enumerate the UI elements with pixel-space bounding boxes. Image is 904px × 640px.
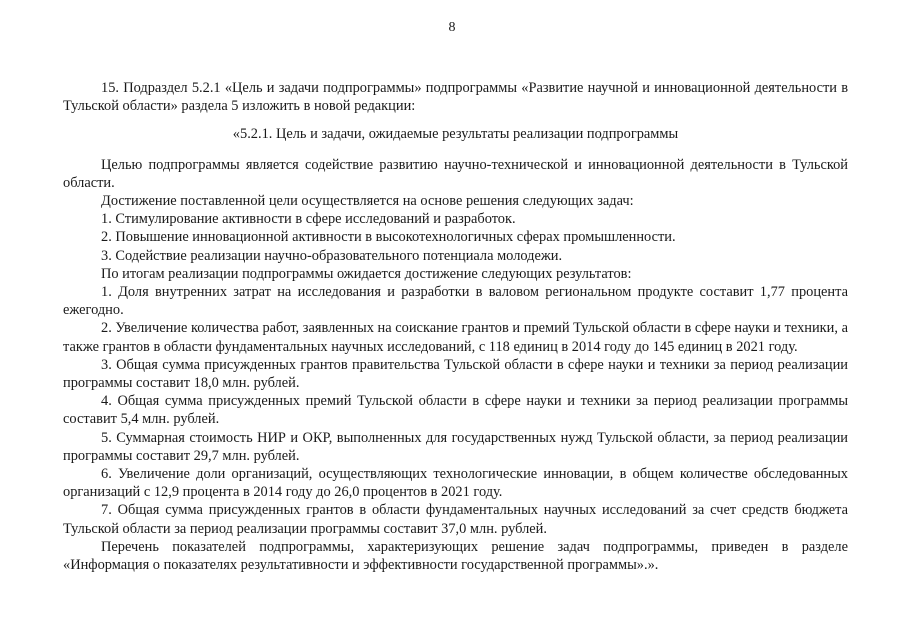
- task-item: 1. Стимулирование активности в сфере исследований и разработок.: [101, 211, 516, 228]
- result-item: 1. Доля внутренних затрат на исследования и разработки в валовом региональном продукте составит 1,77 процента ежегодно.: [63, 284, 848, 319]
- results-intro: По итогам реализации подпрограммы ожидается достижение следующих результатов:: [101, 265, 632, 282]
- result-item: 4. Общая сумма присужденных премий Тульской области в сфере науки и техники за период реализации программы составит 5,4 млн. рублей.: [63, 393, 848, 428]
- result-item: 5. Суммарная стоимость НИР и ОКР, выполненных для государственных нужд Тульской области, за период реализации программы составит 29,7 млн. рублей.: [63, 429, 848, 464]
- intro-paragraph: 15. Подраздел 5.2.1 «Цель и задачи подпрограммы» подпрограммы «Развитие научной и инновационной деятельности в Тульской области» раздела 5 изложить в новой редакции:: [63, 80, 848, 115]
- goal-paragraph: Целью подпрограммы является содействие развитию научно-технической и инновационной деятельности в Тульской области.: [63, 156, 848, 191]
- result-item: 7. Общая сумма присужденных грантов в области фундаментальных научных исследований за счет средств бюджета Тульской области за период реализации программы составит 37,0 млн. рублей.: [63, 502, 848, 537]
- section-heading: «5.2.1. Цель и задачи, ожидаемые результаты реализации подпрограммы: [232, 126, 679, 143]
- task-item: 2. Повышение инновационной активности в высокотехнологичных сферах промышленности.: [101, 229, 676, 246]
- document-body: [63, 79, 848, 574]
- result-item: 6. Увеличение доли организаций, осуществляющих технологические инновации, в общем количестве обследованных организаций с 12,9 процента в 2014 году до 26,0 процентов в 2021 году.: [63, 466, 848, 501]
- closing-paragraph: Перечень показателей подпрограммы, характеризующих решение задач подпрограммы, приведен в разделе «Информация о показателях результативности и эффективности государственной программы».».: [63, 538, 848, 574]
- result-item: 2. Увеличение количества работ, заявленных на соискание грантов и премий Тульской области в сфере науки и техники, а также грантов в области фундаментальных научных исследований, с 118 единиц в 2014 году до 145 единиц в 2021 году.: [63, 320, 848, 355]
- page-number: 8: [448, 20, 456, 35]
- tasks-intro: Достижение поставленной цели осуществляется на основе решения следующих задач:: [101, 193, 634, 210]
- result-item: 3. Общая сумма присужденных грантов правительства Тульской области в сфере науки и техники за период реализации программы составит 18,0 млн. рублей.: [63, 356, 848, 392]
- task-item: 3. Содействие реализации научно-образовательного потенциала молодежи.: [101, 247, 563, 264]
